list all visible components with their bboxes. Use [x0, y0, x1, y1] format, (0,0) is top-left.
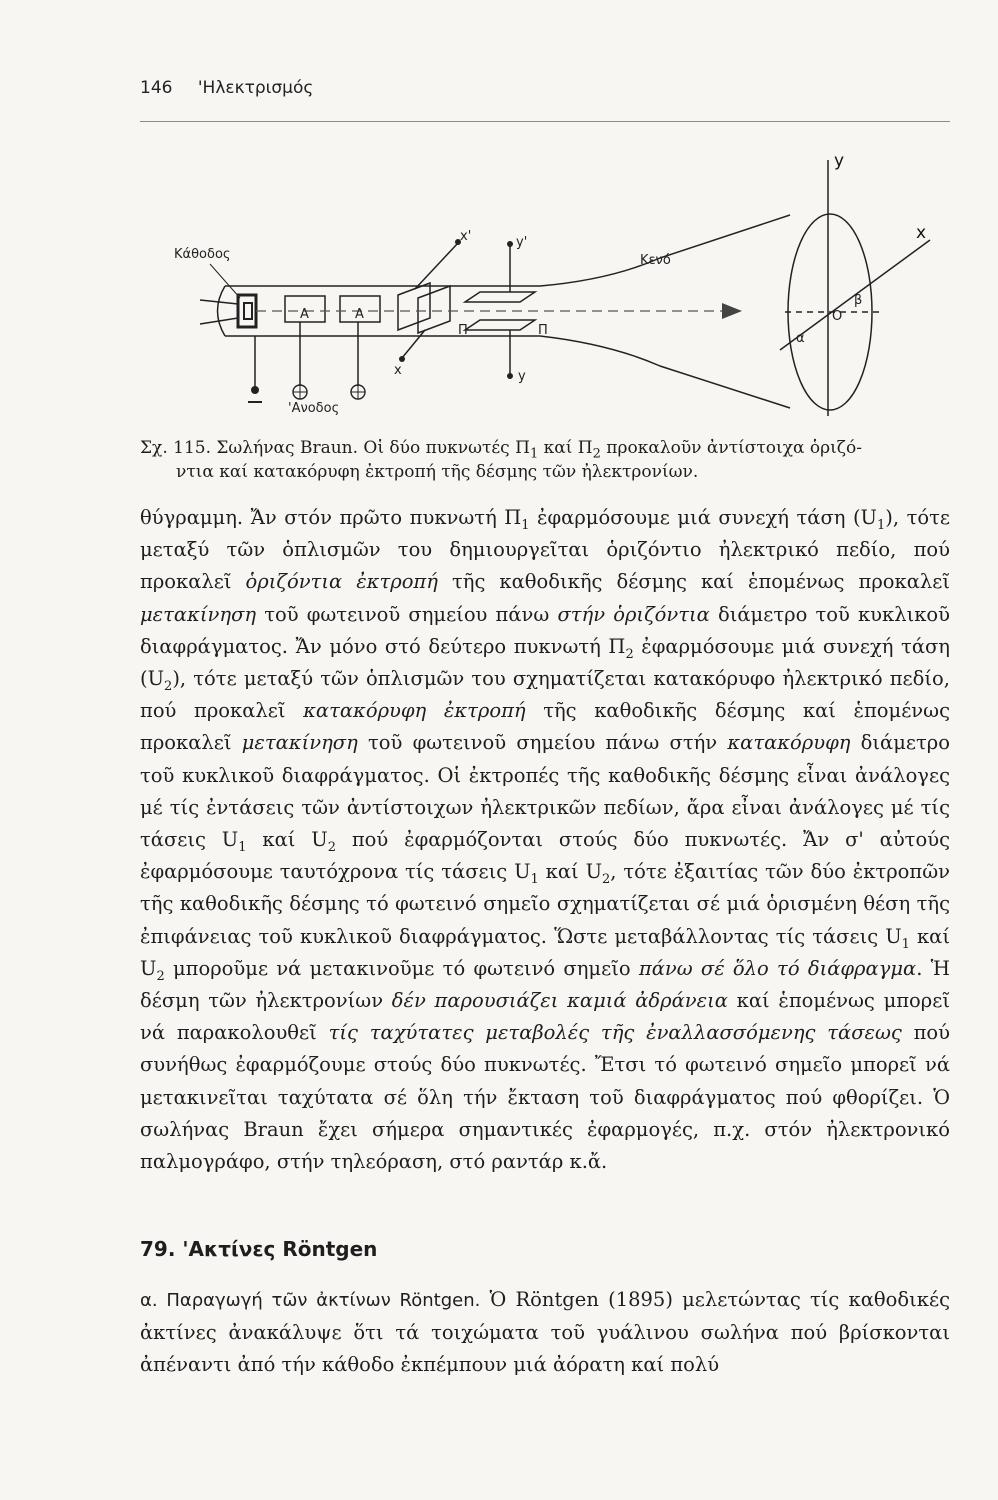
body-text: καί U: [140, 924, 950, 980]
label-axis-x: x: [916, 223, 927, 243]
body-text: θύγραμμη. Ἄν στόν πρῶτο πυκνωτή Π: [140, 506, 522, 529]
running-header: [140, 78, 950, 98]
body-paragraph: [140, 502, 950, 1178]
caption-sub-1: 1: [529, 446, 539, 462]
body-text: ἐφαρμόσουμε μιά συνεχή τάση (U: [140, 634, 950, 691]
deflection-plate-p2-bottom: [465, 320, 535, 330]
subscript: 2: [156, 968, 165, 984]
body-text: μποροῦμε νά μετακινοῦμε τό φωτεινό σημεῖο: [164, 956, 639, 980]
label-y: y: [518, 369, 526, 384]
subscript: 2: [164, 678, 173, 694]
caption-text-2: καί Π: [538, 438, 593, 458]
label-a2: A: [355, 307, 364, 322]
page-number: 146: [140, 78, 173, 98]
body-text: ἐφαρμόσουμε μιά συνεχή τάση (U: [529, 506, 877, 529]
emphasis: τίς ταχύτατες μεταβολές τῆς ἐναλλασσόμενης τάσεως: [328, 1021, 902, 1045]
caption-sub-2: 2: [592, 446, 601, 462]
label-x: x: [394, 363, 402, 378]
label-p2: Π: [538, 323, 548, 338]
beam-arrow: [722, 303, 742, 319]
emphasis: κατακόρυφη: [727, 731, 851, 755]
emphasis: ὁριζόντια ἐκτροπή: [245, 570, 438, 594]
body-text: πού ἐφαρμόζονται στούς δύο πυκνωτές. Ἄν σ' αὐτούς ἐφαρμόσουμε ταυτόχρονα τίς τάσεις U: [140, 828, 950, 884]
emphasis: μετακίνηση: [241, 731, 358, 755]
section-heading: 79. 'Ακτίνες Röntgen: [140, 1237, 378, 1261]
tube-envelope-bottom: [225, 336, 790, 408]
body-text: καί U: [538, 860, 603, 884]
body-text: πού συνήθως ἐφαρμόζουμε στούς δύο πυκνωτές. Ἔτσι τό φωτεινό σημεῖο μπορεῖ νά μετακινεῖται ταχύτατα σέ ὅλη τήν ἔκταση τοῦ διαφράγματος πού φθορίζει. Ὁ σωλήνας Braun ἔχει σήμερα σημαντικές ἐφαρμογές, π.χ. στόν ἠλεκτρονικό παλμογράφο, στήν τηλεόραση, στό ραντάρ κ.ἄ.: [140, 1021, 950, 1174]
tube-end-left: [218, 286, 226, 336]
body-text: τοῦ φωτεινοῦ σημείου πάνω: [256, 602, 558, 626]
label-axis-y: y: [834, 151, 845, 171]
body-text: ), τότε μεταξύ τῶν ὁπλισμῶν του δημιουργεῖται ὁριζόντιο ἠλεκτρικό πεδίο, πού προκαλεῖ: [140, 506, 950, 594]
body-text: τῆς καθοδικῆς δέσμης καί ἑπομένως προκαλεῖ: [140, 699, 950, 755]
subscript: 2: [327, 839, 336, 855]
emphasis: δέν παρουσιάζει καμιά ἀδράνεια: [391, 989, 728, 1013]
deflection-plate-p1-b: [418, 286, 450, 333]
body-text: διάμετρο τοῦ κυκλικοῦ διαφράγματος. Ἄν μόνο στό δεύτερο πυκνωτή Π: [140, 602, 951, 658]
label-vacuum: Κενό: [640, 253, 671, 268]
deflection-plate-p2-top: [465, 292, 535, 302]
caption-text-1: Σχ. 115. Σωλήνας Braun. Οἱ δύο πυκνωτές Π: [140, 438, 530, 458]
emphasis: κατακόρυφη ἐκτροπή: [303, 699, 526, 723]
emphasis: μετακίνηση: [140, 602, 257, 626]
body-text: τῆς καθοδικῆς δέσμης καί ἑπομένως προκαλεῖ: [437, 570, 950, 594]
body-text: τοῦ φωτεινοῦ σημείου πάνω στήν: [357, 731, 728, 755]
label-alpha: α: [796, 331, 805, 346]
deflection-plate-p1-a: [398, 283, 430, 330]
body-text: , τότε ἐξαιτίας τῶν δύο ἐκτροπῶν τῆς καθοδικῆς δέσμης τό φωτεινό σημεῖο σχηματίζεται σέ μιά ὁρισμένη θέση τῆς ἐπιφάνειας τοῦ κυκλικοῦ διαφράγματος. Ὥστε μεταβάλλοντας τίς τάσεις U: [140, 860, 950, 948]
body-text: ), τότε μεταξύ τῶν ὁπλισμῶν του σχηματίζεται κατακόρυφο ἠλεκτρικό πεδίο, πού προκαλεῖ: [140, 667, 950, 723]
label-x-prime: x': [460, 229, 472, 244]
body-text: καί U: [246, 828, 328, 852]
caption-line-2: ντια καί κατακόρυφη ἐκτροπή τῆς δέσμης τῶν ἠλεκτρονίων.: [176, 462, 699, 482]
body-text: . Ἡ δέσμη τῶν ἠλεκτρονίων: [140, 956, 951, 1013]
emphasis: πάνω σέ ὅλο τό διάφραγμα: [638, 956, 917, 980]
body-text: διάμετρο τοῦ κυκλικοῦ διαφράγματος. Οἱ ἐκτροπές τῆς καθοδικῆς δέσμης εἶναι ἀνάλογες μέ τίς ἐντάσεις τῶν ἀντίστοιχων ἠλεκτρικῶν πεδίων, ἄρα εἶναι ἀνάλογες μέ τίς τάσεις U: [140, 731, 950, 852]
label-origin: O: [832, 309, 843, 324]
label-anode: 'Ανοδος: [288, 401, 340, 416]
subsection-heading: α. Παραγωγή τῶν ἀκτίνων Röntgen.: [140, 1290, 481, 1311]
cathode-block: [238, 295, 256, 327]
label-y-prime: y': [516, 235, 528, 250]
caption-text-3: προκαλοῦν ἀντίστοιχα ὁριζό-: [600, 438, 862, 458]
body-text: καί ἑπομένως μπορεῖ νά παρακολουθεῖ: [140, 989, 951, 1045]
section-paragraph: [140, 1284, 950, 1382]
subscript: 1: [876, 517, 886, 533]
subscript: 2: [602, 872, 611, 888]
label-p1: Π: [458, 323, 468, 338]
figure-caption: [140, 436, 950, 484]
label-beta: β: [854, 293, 863, 308]
running-title: 'Ηλεκτρισμός: [197, 78, 314, 98]
subscript: 1: [238, 839, 247, 855]
braun-tube-figure: [140, 140, 950, 430]
subscript: 1: [521, 517, 530, 533]
label-a1: A: [300, 307, 309, 322]
subscript: 1: [901, 936, 910, 952]
subscript: 2: [625, 646, 634, 662]
section-body-text: Ὁ Röntgen (1895) μελετώντας τίς καθοδικές ἀκτίνες ἀνακάλυψε ὅτι τά τοιχώματα τοῦ γυάλινου σωλήνα πού βρίσκονται ἀπέναντι ἀπό τήν κάθοδο ἐκπέμπουν μιά ἀόρατη καί πολύ: [140, 1288, 950, 1377]
tube-envelope-top: [225, 215, 790, 286]
header-rule: [140, 121, 950, 122]
braun-tube-diagram: [140, 140, 950, 430]
subscript: 1: [530, 872, 539, 888]
emphasis: στήν ὁριζόντια: [557, 602, 710, 626]
label-cathode: Κάθοδος: [174, 247, 231, 262]
